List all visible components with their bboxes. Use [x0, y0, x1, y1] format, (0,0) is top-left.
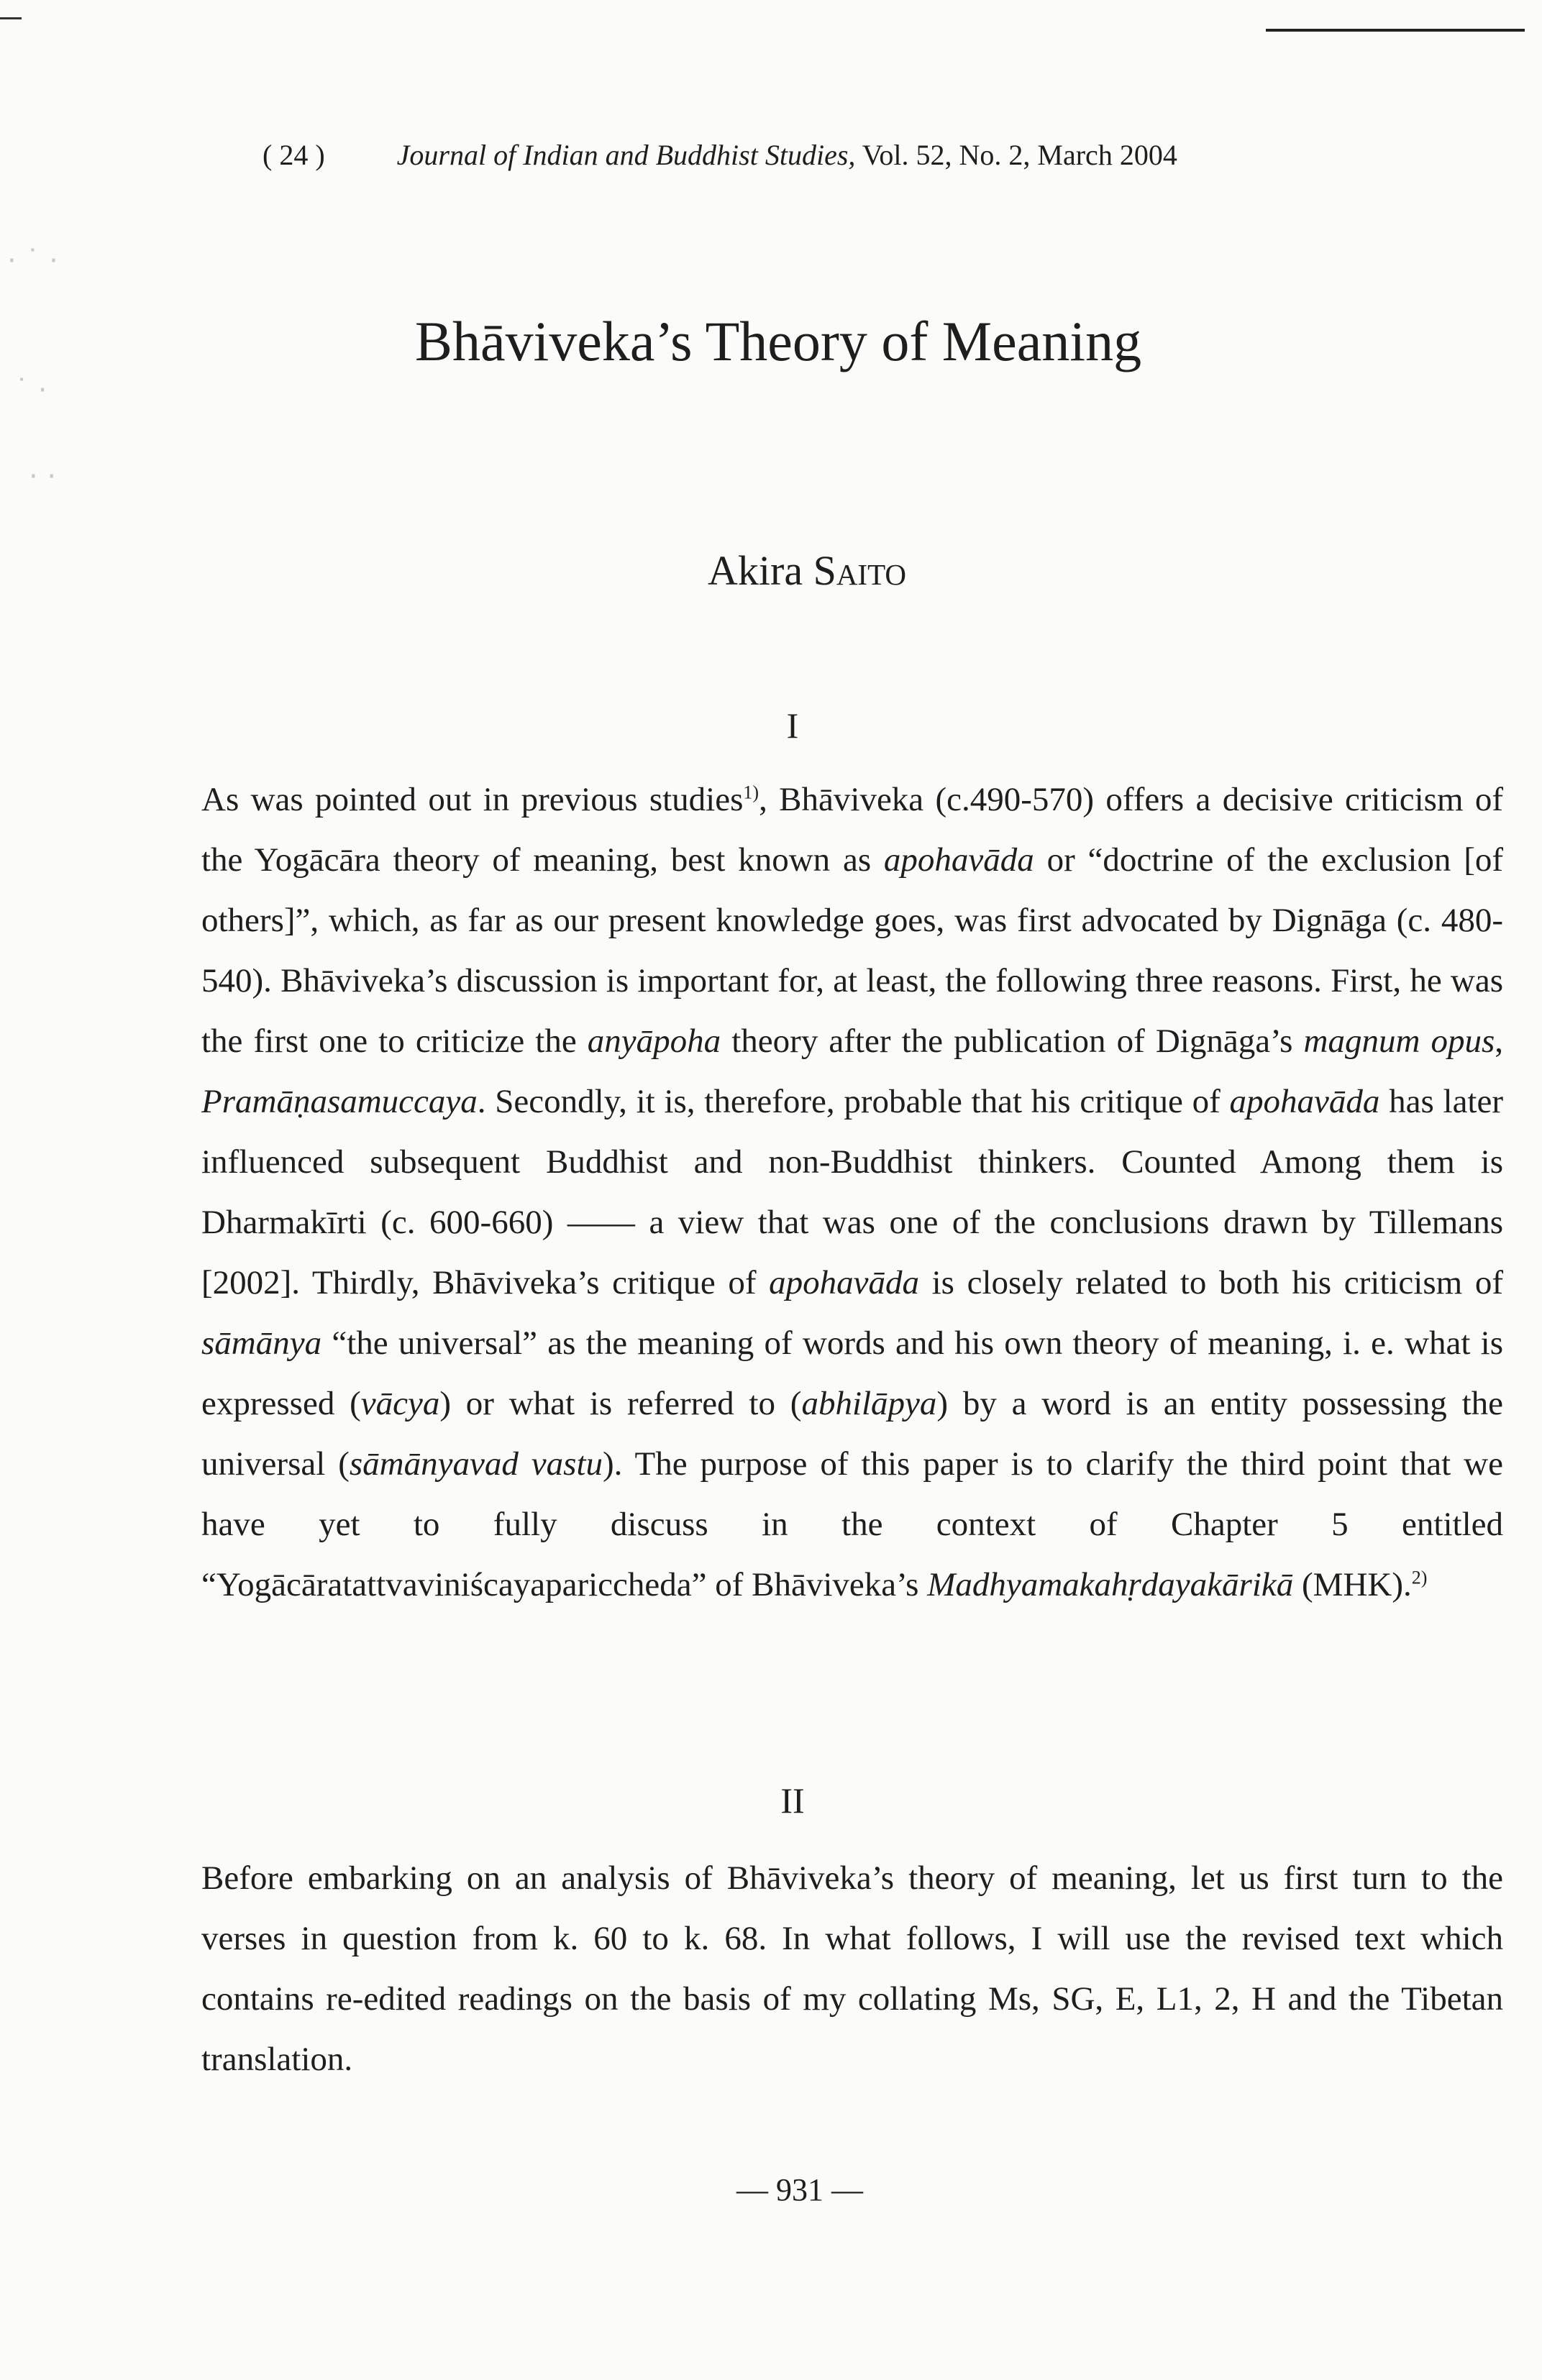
- text-run: ,: [1495, 1022, 1504, 1060]
- author-last-name: Saito: [813, 547, 906, 594]
- italic-term: anyāpoha: [587, 1022, 721, 1060]
- author-first-name: Akira: [708, 547, 803, 594]
- footer-page-number: — 931 —: [736, 2172, 863, 2207]
- scan-smudge: · ˙ ·: [7, 244, 58, 278]
- scan-smudge: ˙ ·: [14, 374, 47, 407]
- italic-term: sāmānyavad vastu: [349, 1445, 603, 1483]
- text-run: (MHK).: [1293, 1566, 1412, 1603]
- paragraph-2: Before embarking on an analysis of Bhāviveka’s theory of meaning, let us first turn to the verses in question from k. 60 to k. 68. In what follows, I will use the revised text which contains re-edited readings on the basis of my collating Ms, SG, E, L1, 2, H and the Tibetan translation.: [201, 1859, 1503, 2078]
- text-run: ). The purpose of this paper is to clarify the third point that we have yet to fully discuss in the context of Chapter 5 entitled “Yogācāratattvaviniścayapariccheda” of Bhāviveka’s: [201, 1445, 1503, 1603]
- italic-term: apohavāda: [883, 841, 1034, 879]
- italic-term: magnum opus: [1303, 1022, 1495, 1060]
- footnote-ref-1: 1): [743, 782, 759, 803]
- paragraph-1: [201, 769, 1503, 1615]
- text-run: , Bhāviveka (c.490-570) offers a decisive criticism of the Yogācāra theory of meaning, best known as: [201, 781, 1503, 879]
- italic-term: apohavāda: [1229, 1083, 1380, 1120]
- running-header: [263, 138, 1413, 172]
- italic-term: Pramāṇasamuccaya: [201, 1083, 478, 1120]
- italic-term: sāmānya: [201, 1324, 322, 1362]
- text-run: is closely related to both his criticism of: [918, 1264, 1503, 1301]
- text-run: has later influenced subsequent Buddhist and non-Buddhist thinkers. Counted Among them is Dharmakīrti (c. 600-660) —— a view that was one of the conclusions drawn by Tillemans [2002]. Thirdly, Bhāviveka’s critique of: [201, 1083, 1504, 1301]
- scan-mark: [0, 17, 22, 19]
- header-page-number: ( 24 ): [263, 139, 325, 171]
- text-run: theory after the publication of Dignāga’s: [721, 1022, 1304, 1060]
- journal-name: Journal of Indian and Buddhist Studies,: [396, 139, 856, 171]
- author-name: [0, 546, 1542, 595]
- text-run: As was pointed out in previous studies: [201, 781, 744, 818]
- section-heading-2: II: [780, 1780, 805, 1821]
- text-run: ) by a word is an entity possessing the universal (: [201, 1385, 1503, 1483]
- footnote-ref-2: 2): [1411, 1567, 1428, 1588]
- italic-term: abhilāpya: [801, 1385, 937, 1422]
- volume-info: Vol. 52, No. 2, March 2004: [862, 139, 1177, 171]
- scan-smudge: · ·: [29, 460, 57, 493]
- italic-term: Madhyamakahṛdayakārikā: [927, 1566, 1294, 1603]
- section-heading-1: I: [786, 705, 799, 746]
- text-run: “the universal” as the meaning of words and his own theory of meaning, i. e. what is expressed (: [201, 1324, 1503, 1422]
- italic-term: apohavāda: [769, 1264, 919, 1301]
- text-run: ) or what is referred to (: [439, 1385, 802, 1422]
- text-run: or “doctrine of the exclusion [of others]”, which, as far as our present knowledge goes, was first advocated by Dignāga (c. 480-540). Bhāviveka’s discussion is important for, at least, the following three reasons. First, he was the first one to criticize the: [201, 841, 1503, 1060]
- paper-title: Bhāviveka’s Theory of Meaning: [414, 310, 1142, 372]
- text-run: . Secondly, it is, therefore, probable that his critique of: [477, 1083, 1230, 1120]
- italic-term: vācya: [360, 1385, 440, 1422]
- header-rule: [1266, 29, 1525, 32]
